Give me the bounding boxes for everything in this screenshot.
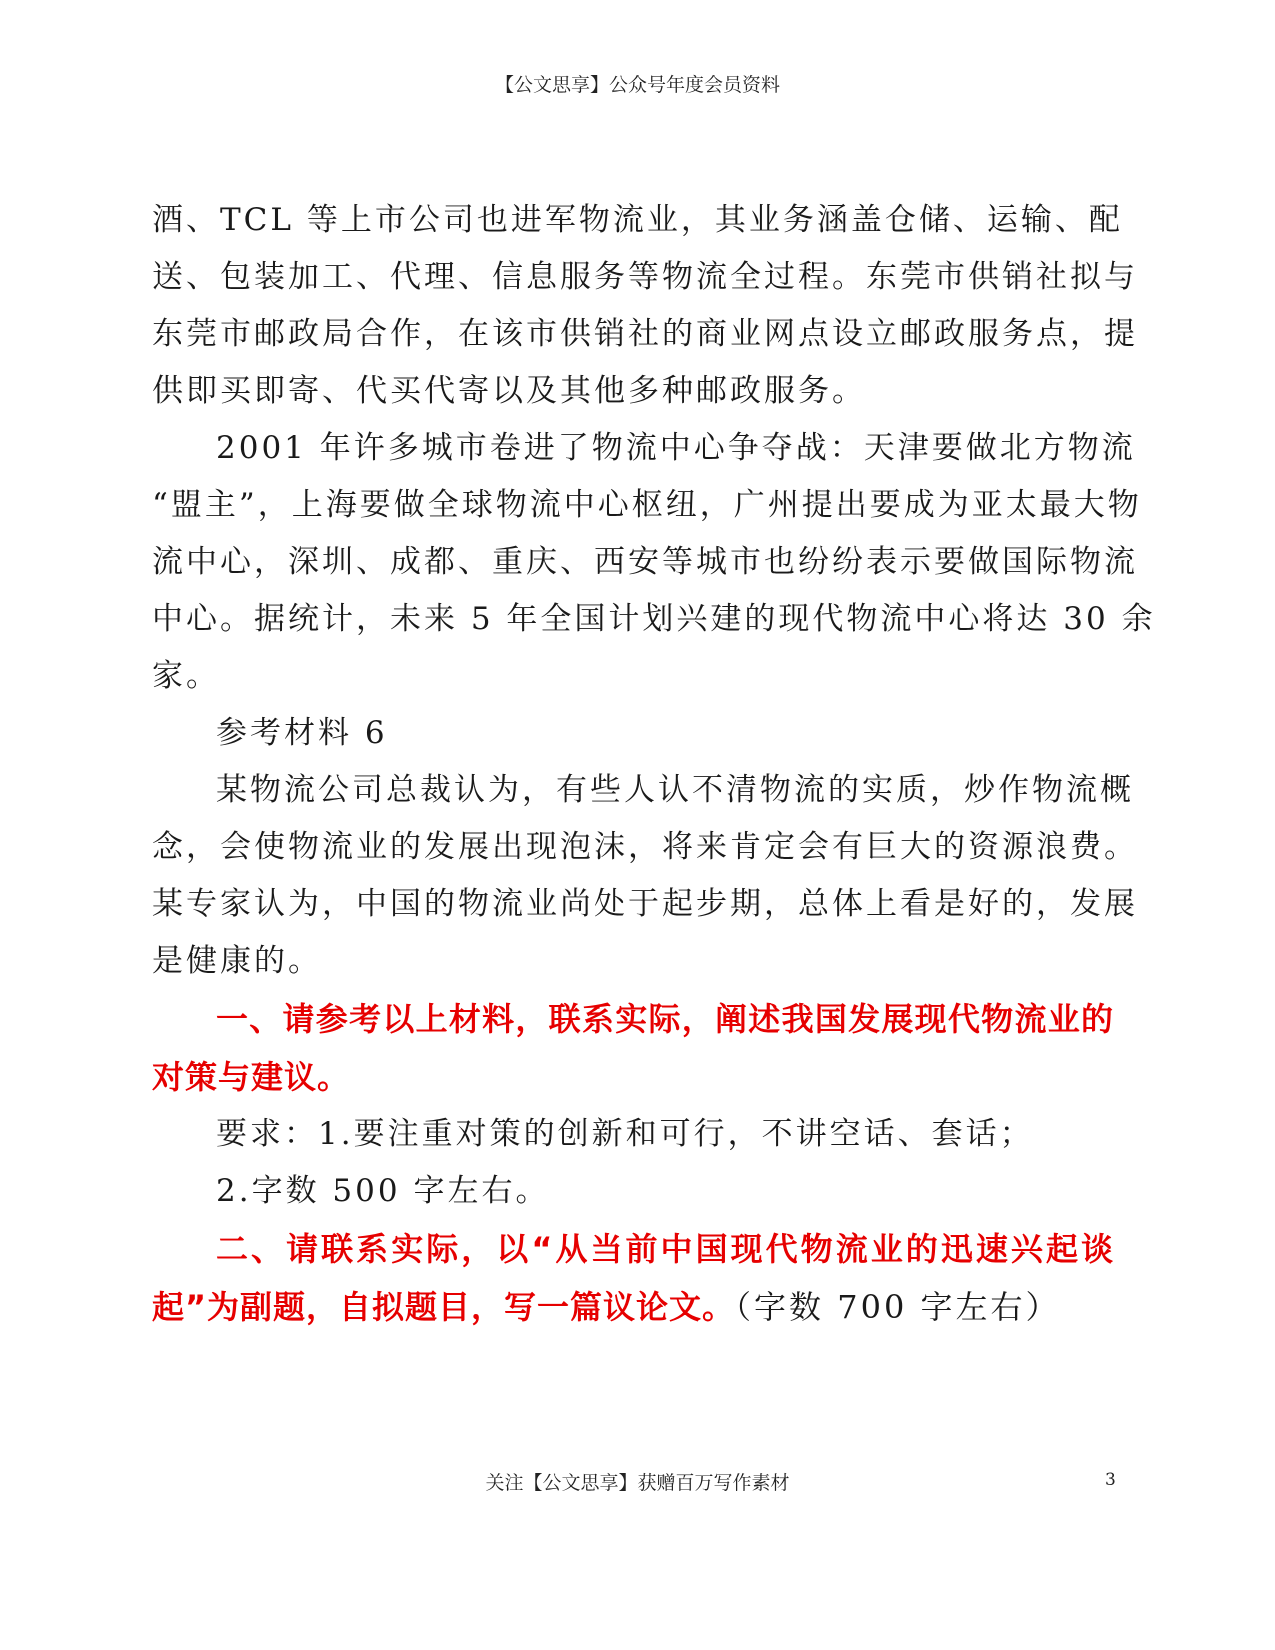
paragraph-line: 送、包装加工、代理、信息服务等物流全过程。东莞市供销社拟与 [152,259,1138,295]
paragraph-line: 酒、TCL 等上市公司也进军物流业，其业务涵盖仓储、运输、配 [152,202,1123,238]
paragraph-line: 家。 [152,658,220,694]
page-number: 3 [1105,1470,1116,1490]
paragraph-line: 流中心，深圳、成都、重庆、西安等城市也纷纷表示要做国际物流 [152,544,1138,580]
paragraph-line: 供即买即寄、代买代寄以及其他多种邮政服务。 [152,373,866,409]
question-two-line [152,1278,1114,1336]
material-heading: 参考材料 6 [216,715,388,751]
question-two-word-count: （字数 700 字左右） [735,1288,1061,1326]
question-one-line: 一、请参考以上材料，联系实际，阐述我国发展现代物流业的 [216,1000,1114,1038]
question-two-line: 二、请联系实际，以“从当前中国现代物流业的迅速兴起谈 [216,1230,1114,1268]
document-body [152,192,1156,1336]
requirement-line: 要求：1.要注重对策的创新和可行，不讲空话、套话； [216,1116,1034,1152]
paragraph-line: 念，会使物流业的发展出现泡沫，将来肯定会有巨大的资源浪费。 [152,829,1138,865]
paragraph-line: 某专家认为，中国的物流业尚处于起步期，总体上看是好的，发展 [152,886,1138,922]
question-one-line: 对策与建议。 [152,1058,351,1096]
paragraph-line: 中心。据统计，未来 5 年全国计划兴建的现代物流中心将达 30 余 [152,601,1156,637]
question-two-red-text: 起”为副题，自拟题目，写一篇议论文。 [152,1288,736,1326]
page-footer: 关注【公文思享】获赠百万写作素材 [485,1472,790,1494]
paragraph-line: “盟主”，上海要做全球物流中心枢纽，广州提出要成为亚太最大物 [152,487,1142,523]
paragraph-line: 某物流公司总裁认为，有些人认不清物流的实质，炒作物流概 [216,772,1134,808]
requirement-line: 2.字数 500 字左右。 [216,1173,550,1209]
page-header: 【公文思享】公众号年度会员资料 [494,74,780,96]
paragraph-line: 是健康的。 [152,943,322,979]
paragraph-line: 东莞市邮政局合作，在该市供销社的商业网点设立邮政服务点，提 [152,316,1138,352]
paragraph-line: 2001 年许多城市卷进了物流中心争夺战：天津要做北方物流 [216,430,1136,466]
